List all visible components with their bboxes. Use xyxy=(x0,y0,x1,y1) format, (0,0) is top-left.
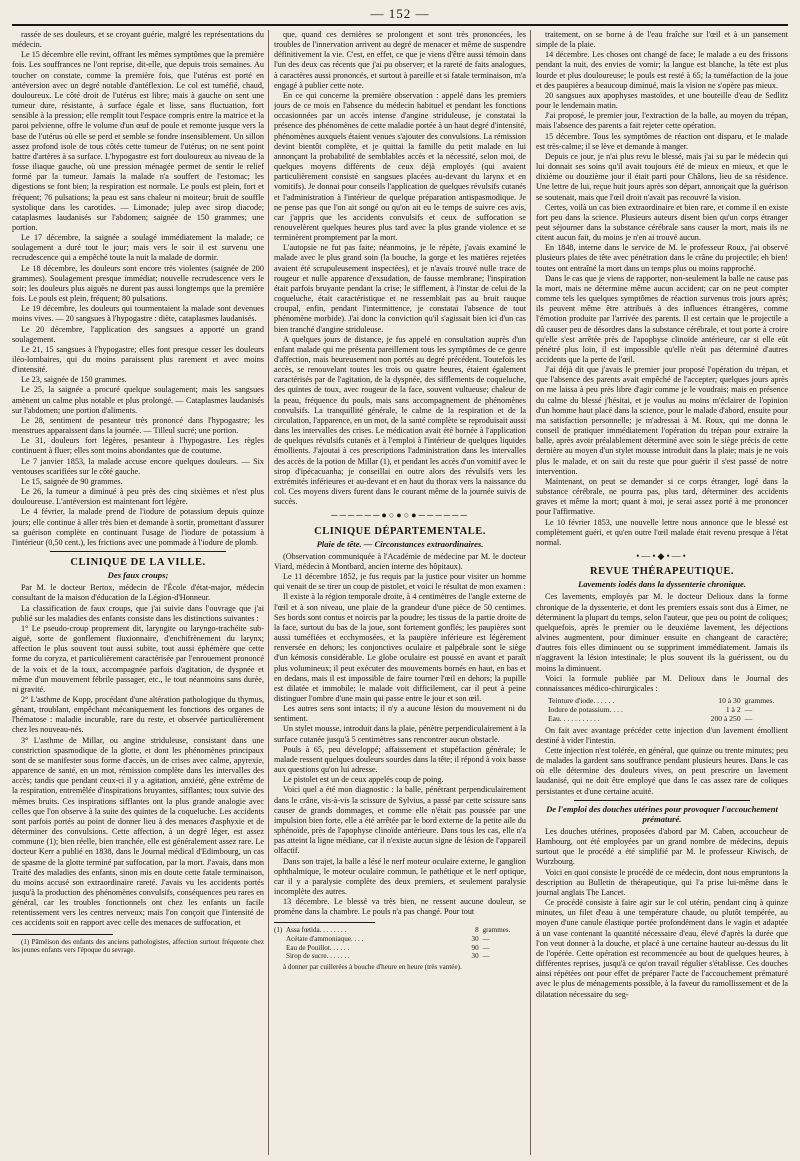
recipe-unit: — xyxy=(744,714,753,724)
recipe-ingredient: Iodure de potassium. . . . xyxy=(548,705,623,715)
recipe-quantity: 10 à 30 xyxy=(718,696,741,705)
paragraph: 1° Le pseudo-croup proprement dit, laryngite ou laryngo-trachéite sub-aiguë, sorte de gonflement fluxionnaire, d'enchifrènement du larynx; affection le plus souvent tout aussi subite, tout aussi éphémère que cette forme du coryza, et particulièrement caractérisée par l'enrouement prononcé de la voix et de la toux, accompagnée parfois d'agitation, de dyspnée et même d'un mouvement fébrile passager, etc., le tout néanmoins sans durée, ni gravité. xyxy=(12,623,264,694)
paragraph: Le 10 février 1853, une nouvelle lettre nous annonce que le blessé est complètement guéri, et qu'en outre l'œil malade était revenu presque à l'état normal. xyxy=(536,517,788,547)
paragraph: 14 décembre. Les choses ont changé de face; le malade a eu des frissons pendant la nuit, des envies de vomir; la langue est blanche, la tête est plus lourde et plus douloureuse; le pouls est resté à 65; la tuméfaction de la joue et des paupières a beaucoup diminué, mais la vision ne s'opère pas mieux. xyxy=(536,50,788,90)
paragraph: Ces lavements, employés par M. le docteur Delioux dans la forme chronique de la dyssenterie, et dont les premiers essais sont dus à Eimer, ne déterminent la plupart du temps, selon l'auteur, que peu ou point de coliques; quelquefois, après le premier ou le deuxième lavement, les déjections alvines augmentent, pour diminuer ensuite en changeant de caractère; d'autres fois elles diminuent ou se suppriment immédiatement. Jamais ils n'aggravent la lésion intestinale; le plus souvent ils la guérissent, ou du moins la diminuent. xyxy=(536,592,788,673)
recipe-row xyxy=(536,696,788,705)
paragraph: Dans le cas que je viens de rapporter, non-seulement la balle ne cause pas la mort, mais ne détermine même aucun accident; car on ne peut compter comme tels les quelques symptômes de réaction survenus trois jours après; ils peuvent même être attribués à des influences étrangères, comme l'émotion produite par l'arrivée des parents. Il est certain que le projectile a dû causer peu de désordres dans la substance cérébrale, et tout porte à croire qu'elle s'est arrêtée près de l'apophyse clinoïde antérieure, car si elle eût pénétré plus loin, il est impossible qu'elle n'eût pas déterminé d'autres accidents que la perte de l'œil. xyxy=(536,273,788,364)
recipe-row xyxy=(274,952,526,961)
paragraph: Voici la formule publiée par M. Delioux dans le Journal des connaissances médico-chirurgicales : xyxy=(536,673,788,693)
potion-recipe-rows xyxy=(274,926,526,960)
footnote-label: (1) xyxy=(274,926,283,935)
column-1-body xyxy=(12,30,264,548)
iodine-formula-table xyxy=(536,696,788,724)
paragraph: Le 15 décembre elle revint, offrant les mêmes symptômes que la première fois. Les souffrances ne l'ont reprise, dit-elle, que depuis trois semaines. Au toucher on constate, comme la première fois, que l'utérus est porté en antéversion avec un degré notable d'antéflexion. Le col est tuméfié, chaud, douloureux. Le côté droit de l'utérus est libre; mais à gauche on sent une tumeur dure, résistante, à surface égale et lisse, sans fluctuation, fort sensible à la pression; elle remplit tout l'espace compris entre la matrice et la paroi pelvienne, offre le volume d'un œuf de poule et remonte jusque vers la base de l'utérus où elle se perd et semble se fondre insensiblement. Un sillon assez profond isole de tous côtés cette tumeur de l'utérus; on ne sent point battre d'artères à sa surface. L'hypogastre est fort douloureux au niveau de la fosse iliaque gauche, où une pression ménagée permet de sentir le relief formé par la tumeur. Jamais la malade n'a souffert de l'estomac; les digestions se font bien; la respiration est normale. Le pouls est plein, fort et fréquent; 76 pulsations; la peau est sans chaleur ni moiteur; bruit de souffle systolique dans les carotides. — Limonade; julep avec sirop diacode; cataplasmes laudanisés sur l'abdomen; saignée de 150 grammes; une portion. xyxy=(12,50,264,232)
paragraph: Depuis ce jour, je n'ai plus revu le blessé, mais j'ai su par le médecin qui lui donnait ses soins qu'il avait toujours été de mieux en mieux, et que le dixième ou douzième jour il était parti pour Châlons, lieu de sa résidence. Une lettre de lui, reçue huit jours après son départ, annonçait que la guérison se soutenait, mais que l'œil droit n'avait pas recouvré la vision. xyxy=(536,151,788,202)
paragraph: 2° L'asthme de Kopp, procédant d'une altération pathologique du thymus, gênant, troublant, empêchant mécaniquement les fonctions des organes de l'hématose : maladie incurable, rare du reste, et observée particulièrement chez les nouveau-nés. xyxy=(12,695,264,735)
byline: Par M. le docteur Bertox, médecin de l'École d'état-major, médecin consultant de la maison d'éducation de la Légion-d'Honneur. xyxy=(12,583,264,603)
paragraph: Le 21, 15 sangsues à l'hypogastre; elles font presque cesser les douleurs iléo-lombaires, qui du moins paraissent plus rarement et avec moins d'intensité. xyxy=(12,344,264,375)
column-3-body-4 xyxy=(536,827,788,1000)
paragraph: rassée de ses douleurs, et se croyant guérie, malgré les représentations du médecin. xyxy=(12,30,264,50)
paragraph: 20 sangsues aux apophyses mastoïdes, et une bouteille d'eau de Sedlitz pour le lendemain matin. xyxy=(536,90,788,111)
paragraph: Cette injection n'est tolérée, en général, que quinze ou trente minutes; peu de malades la gardent sans souffrance pendant plusieurs heures. Dans le cas où elle détermine des douleurs vives, on peut prescrire un lavement laudanisé, qui ne doit être employé que dans le cas assez rare de coliques persistantes et d'une certaine acuité. xyxy=(536,745,788,796)
ornament-divider: •—•◆•—• xyxy=(636,550,688,561)
paragraph: 15 décembre. Tous les symptômes de réaction ont disparu, et le malade est très-calme; il se lève et demande à manger. xyxy=(536,131,788,151)
recipe-ingredient: Acétate d'ammoniaque. . . . xyxy=(286,935,364,944)
paragraph: traitement, on se borne à de l'eau fraîche sur l'œil et à un pansement simple de la plaie. xyxy=(536,30,788,50)
section-subtitle-plaie-tete: Plaie de tête. — Circonstances extraordinaires. xyxy=(316,538,484,549)
section-title-revue-therapeutique: REVUE THÉRAPEUTIQUE. xyxy=(590,566,734,578)
paragraph: Le 26, la tumeur a diminué à peu près des cinq sixièmes et n'est plus douloureuse. L'antéversion est maintenant fort légère. xyxy=(12,487,264,507)
paragraph: Ce procédé consiste à faire agir sur le col utérin, pendant cinq à quinze minutes, un filet d'eau à une température chaude, ou plutôt tempérée, au moyen d'une canule élastique portée profondément dans le vagin et adaptée à un vase contenant la quantité nécessaire d'eau, élevé d'après la durée que l'on veut donner à la douche, et placé à une certaine hauteur au-dessus du lit de l'opérée. Cette opération est recommencée au bout de quelques heures, à différentes reprises, jusqu'à ce qu'on travail régulier s'établisse. Ces douches ainsi répétées ont pour effet de préparer l'acte de l'accouchement prématuré avec le plus de ménagements possible, à la faveur du ramollissement et de la dilatation nécessaire du seg- xyxy=(536,898,788,999)
paragraph: Le 31, douleurs fort légères, pesanteur à l'hypogastre. Les règles continuent à fluer; elles sont moins abondantes que de coutume. xyxy=(12,436,264,456)
paragraph: Pouls à 65, peu développé; affaissement et stupéfaction générale; le malade ressent quelques douleurs sourdes dans la tête; il répond à voix basse aux questions qu'on lui adresse. xyxy=(274,744,526,775)
column-divider xyxy=(268,30,269,1155)
recipe-quantity: 30 xyxy=(471,952,479,961)
recipe-unit: — xyxy=(482,952,490,961)
recipe-unit: grammes. xyxy=(744,696,775,705)
paragraph: Les douches utérines, proposées d'abord par M. Caben, accoucheur de Hambourg, ont été employées par un grand nombre de médecins, depuis surtout que le procédé a été simplifié par M. le professeur Kiwisch, de Wurzbourg. xyxy=(536,827,788,867)
paragraph: Le 4 février, la malade prend de l'iodure de potassium depuis quinze jours; elle continue à aller très bien et demande à sortir, promettant d'assurer sa guérison complète en continuant l'usage de l'iodure de potassium à l'intérieur (0,50 cent.), les frictions avec une pommade à l'iodure de plomb. xyxy=(12,507,264,547)
recipe-quantity: 90 xyxy=(471,943,479,952)
column-2-body xyxy=(274,30,526,507)
paragraph: Le 25, la saignée a procuré quelque soulagement; mais les sangsues amènent un calme plus notable et plus prolongé. — Cataplasmes laudanisés sur l'abdomen; une portion d'aliments. xyxy=(12,385,264,415)
recipe-row xyxy=(536,714,788,723)
footnote-rule xyxy=(274,922,375,923)
page-number: — 152 — xyxy=(370,6,430,21)
recipe-quantity: 8 xyxy=(475,926,479,935)
recipe-ingredient: Eau de Pouillot. . . . . . xyxy=(286,943,350,952)
paragraph: Le 17 décembre, la saignée a soulagé immédiatement la malade; ce soulagement a duré tout le jour; mais vers le soir il est survenu une recrudescence qui a empêché toute la nuit la malade de dormir. xyxy=(12,233,264,263)
paragraph: On fait avec avantage précéder cette injection d'un lavement émollient destiné à vider l'intestin. xyxy=(536,725,788,745)
header-rule xyxy=(12,24,788,26)
paragraph: Le pistolet est un de ceux appelés coup de poing. xyxy=(283,775,444,785)
paragraph: 13 décembre. Le blessé va très bien, ne ressent aucune douleur, se promène dans la chambre. Le pouls n'a pas changé. Pour tout xyxy=(274,897,526,917)
section-subtitle-douches-uterines: De l'emploi des douches utérines pour provoquer l'accouchement prématuré. xyxy=(546,803,778,824)
ornament-divider: ──────●○●○●────── xyxy=(331,510,469,521)
recipe-row xyxy=(274,935,526,944)
recipe-row xyxy=(274,944,526,953)
footnote: (1) Pâméison des enfants des anciens pathologistes, affection surtout fréquente chez les jeunes enfants vers l'époque du sevrage. xyxy=(12,937,264,955)
column-2 xyxy=(274,30,526,1155)
paragraph: Maintenant, on peut se demander si ce corps étranger, logé dans la substance cérébrale, ne pourra pas, plus tard, déterminer des accidents graves et même la mort; quant à moi, je serai assez porté à me prononcer pour l'affirmative. xyxy=(536,476,788,517)
paragraph: Le 28, sentiment de pesanteur très prononcé dans l'hypogastre; les menstrues apparaissent dans la journée. — Tilleul sucré; une portion. xyxy=(12,415,264,436)
column-1-body-2 xyxy=(12,604,264,929)
column-3-body xyxy=(536,30,788,548)
byline: (Observation communiquée à l'Académie de médecine par M. le docteur Viard, médecin à Montbard, ancien interne des hôpitaux). xyxy=(274,551,526,571)
recipe-row xyxy=(274,926,526,935)
section-rule xyxy=(50,551,226,552)
column-1 xyxy=(12,30,264,1155)
recipe-ingredient: (1) Assa fœtida. . . . . . . . xyxy=(274,926,347,935)
paragraph: L'autopsie ne fut pas faite; néanmoins, je le répète, j'avais examiné le malade avec le plus grand soin (la bouche, la gorge et les matières rejetées avaient été scrupuleusement inspectées), et je n'avais trouvé nulle trace de rougeur et nulle apparence d'exsudation, de fausse membrane; l'inspiration était parfois bruyante pendant la crise; le sifflement, à l'instar de celui de la coqueluche, était caractéristique et ne ressemblait pas au bruit rauque croupal, enfin, pendant l'intermittence, je constatai l'absence de tout phénomène morbide). J'ai donc la conviction qu'il s'agissait bien ici d'un cas bien tranché d'angine striduleuse. xyxy=(274,243,526,334)
recipe-unit: grammes. xyxy=(482,926,511,935)
recipe-quantity: 1 à 2 xyxy=(725,705,741,715)
paragraph: Le 18 décembre, les douleurs sont encore très violentes (saignée de 200 grammes). Soulagement presque immédiat; nouvelle recrudescence vers le soir; les douleurs plus aiguës ne durent pas aussi longtemps que la première fois. Le pouls est plein, fréquent; 80 pulsations. xyxy=(12,263,264,304)
paragraph: Dans son trajet, la balle a lésé le nerf moteur oculaire externe, le ganglion ophthalmique, le moteur oculaire commun, le pathétique et le nerf optique, car il y a paralysie complète des deux premiers, et seulement paralysie incomplète des autres. xyxy=(274,856,526,896)
paragraph: Certes, voilà un cas bien extraordinaire et bien rare, et comme il en existe fort peu dans la science. Plusieurs auteurs disent bien qu'un corps étranger peut séjourner dans la substance cérébrale sans causer la mort, mais ils ne citent aucun fait, du moins je n'en ai trouvé aucun. xyxy=(536,202,788,243)
paragraph: 3° L'asthme de Millar, ou angine striduleuse, consistant dans une constriction spasmodique de la glotte, et dont les phénomènes principaux sont de se manifester sous forme d'accès, un de crises avec calme, apyrexie, apparence de santé, en un mot, rémission complète dans les intervalles des accès; tandis que pendant ceux-ci il y a agitation, anxiété, gêne extrême de la respiration, entremêlée d'inspirations bruyantes, sifflantes; toux suivie des mêmes bruits. Ces inspirations sifflantes ont la plus grande analogie avec celles que l'on observe à la suite des quintes de la coqueluche. Les accidents sont parfois portés au point de donner lieu à des menaces d'asphyxie et de déterminer des convulsions. Cette affection, à un degré léger, est assez commune (1); bien réelle, bien tranchée, elle est généralement assez rare. Le docteur Kerr a publié en 1838, dans le Journal médical d'Edimbourg, un cas de spasme de la glotte terminé par suffocation, par la mort. J'avais, dans mon Traité des maladies des enfants, sinon mis en doute cette fatale terminaison, du moins accusé son extraordinaire rareté. J'avais vu les accidents portés jusqu'à la production des phénomènes convulsifs, conséquences peu rares en général, car les troubles fonctionnels ont chez les enfants un facile retentissement vers les centres nerveux; mais l'on conçoit que l'intensité de ces accidents soit en rapport avec celle des menaces de suffocation, et xyxy=(12,735,264,928)
paragraph: Le 15, saignée de 90 grammes. xyxy=(21,476,123,486)
footnote-rule xyxy=(12,934,113,935)
paragraph: Le 7 janvier 1853, la malade accuse encore quelques douleurs. — Six ventouses scarifiées sur le côté gauche. xyxy=(12,456,264,476)
column-3-body-2 xyxy=(536,592,788,694)
section-title-clinique-ville: CLINIQUE DE LA VILLE. xyxy=(70,556,206,568)
paragraph: Il existe à la région temporale droite, à 4 centimètres de l'angle externe de l'œil et à son niveau, une plaie de la grandeur d'une pièce de 50 centimes. Ses bords sont contus et noircis par la poudre; les tissus de la partie droite de la face, surtout du bas de la joue, sont fortement gonflés; les paupières sont aussi tuméfiées et ecchymosées, et la paupière inférieure est légèrement renversée en dehors; les conjonctives oculaire et palpébrale sont le siège d'un kémosis considérable. Le globe oculaire est poussé en avant et paraît plus volumineux; il peut exécuter des mouvements bornés en haut, en bas et en dedans, mais il est impossible de faire tourner l'œil en dehors; la pupille est dilatée et immobile; le malade voit difficilement, car il peut à peine distinguer l'ombre d'une main qui passe entre le jour et son œil. xyxy=(274,592,526,703)
section-title-clinique-departementale: CLINIQUE DÉPARTEMENTALE. xyxy=(314,525,486,537)
recipe-ingredient: Sirop de sucre. . . . . . . xyxy=(286,952,350,961)
paragraph: Le 19 décembre, les douleurs qui tourmentaient la malade sont devenues moins vives. — 20 sangsues à l'hypogastre : diète, cataplasmes laudanisés. xyxy=(12,304,264,324)
potion-recipe-table xyxy=(274,926,526,960)
paragraph: Les autres sens sont intacts; il n'y a aucune lésion du mouvement ni du sentiment. xyxy=(274,704,526,724)
paragraph: Le 23, saignée de 150 grammes. xyxy=(21,375,127,385)
recipe-unit: — xyxy=(744,705,753,715)
recipe-quantity: 200 à 250 xyxy=(710,714,741,724)
recipe-row xyxy=(536,705,788,714)
paragraph: Un stylet mousse, introduit dans la plaie, pénètre perpendiculairement à la surface cutanée jusqu'à 5 centimètres sans rencontrer aucun obstacle. xyxy=(274,724,526,744)
paragraph: A quelques jours de distance, je fus appelé en consultation auprès d'un enfant malade qui me présenta pareillement tous les symptômes de ce genre d'affection, mais heureusement non portés au degré précédent. Toutefois les accès, se renouvelant toutes les trois ou quatre heures, étaient également caractérisés par de l'agitation, de la dyspnée, des sifflements de coqueluche, des quintes de toux, avec rougeur de la face, souvent vultueuse; chaleur de la peau, fréquence du pouls, mais sans accompagnement de phénomènes convulsifs. La tranquillité générale, le calme de la respiration et de la circulation, l'apparence, en un mot, de la santé complète se reproduisait aussi dans les intervalles des crises. Le médication avait été bornée à l'application de quelques révulsifs cutanés et à l'emploi à l'intérieur de quelques liquides émollients. J'ajoutai à ces prescriptions l'administration dans les intervalles des accès de la potion de Millar (1), et pendant les accès d'un vomitif avec le sirop d'ipécacuanha; je conseillai en outre alors des révulsifs vers les extrémités inférieures et au-devant et en haut du thorax vers la naissance du col. Ces moyens divers furent dans le courant même de la journée suivis de succès. xyxy=(274,334,526,507)
column-divider xyxy=(530,30,531,1155)
paragraph: La classification de faux croups, que j'ai suivie dans l'ouvrage que j'ai publié sur les maladies des enfants consiste dans les distinctions suivantes : xyxy=(12,603,264,623)
recipe-unit: — xyxy=(482,935,490,944)
paragraph: que, quand ces dernières se prolongent et sont très prononcées, les troubles de l'innervation arrivent au degré de menacer et même de suspendre définitivement la vie. C'est, en effet, ce que je viens d'être aussi témoin dans l'un des deux cas récents que j'ai pu observer; et la rareté de faits analogues, à caractères aussi prononcés, et surtout à pareille et si fatale terminaison, m'a engagé à publier cette note. xyxy=(274,30,526,90)
paragraph: Le 11 décembre 1852, je fus requis par la justice pour visiter un homme qui venait de se tirer un coup de pistolet, et voici le résultat de mon examen : xyxy=(274,572,526,592)
paragraph: Voici quel a été mon diagnostic : la balle, pénétrant perpendiculairement dans le crâne, vis-à-vis la scissure de Sylvius, a passé par cette scissure sans causer de grands dommages, et comme elle n'était pas poussée par une impulsion bien forte, elle a été arrêtée par le bord externe de la petite aile du sphénoïde, près de l'apophyse clinoïde antérieure. Dans tous les cas, elle n'a pas atteint la ligne médiane, car il n'existe aucun signe de lésion de l'appareil olfactif. xyxy=(274,785,526,856)
recipe-ingredient: Eau. . . . . . . . . . . xyxy=(548,714,600,724)
section-subtitle-faux-croups: Des faux croups; xyxy=(107,570,169,581)
column-3-body-3 xyxy=(536,726,788,797)
column-2-body-2 xyxy=(274,572,526,917)
paragraph: J'ai proposé, le premier jour, l'extraction de la balle, au moyen du trépan, mais l'absence des parents a fait rejeter cette opération. xyxy=(536,111,788,131)
recipe-note: à donner par cuillerées à bouche d'heure en heure (très vantée). xyxy=(283,962,462,971)
recipe-unit: — xyxy=(482,943,490,952)
section-subtitle-lavements-iodes: Lavements iodés dans la dyssenterie chronique. xyxy=(577,579,747,590)
paragraph: Le 20 décembre, l'application des sangsues a apporté un grand soulagement. xyxy=(12,324,264,344)
recipe-quantity: 30 xyxy=(471,935,479,944)
column-3 xyxy=(536,30,788,1155)
paragraph: Voici en quoi consiste le procédé de ce médecin, dont nous empruntons la description au Bulletin de thérapeutique, qui l'a prise lui-même dans le journal anglais The Lancet. xyxy=(536,867,788,897)
paragraph: J'ai déjà dit que j'avais le premier jour proposé l'opération du trépan, et que l'absence des parents avait empêché de l'accepter; quelques jours après on me laissa à peu près libre d'agir comme je le voudrais; mais en présence du calme du blessé j'hésitai, et je voulus au moins m'éclairer de l'opinion d'un homme haut placé dans la science, pour le malade d'abord, ensuite pour ma satisfaction personnelle; je m'adressai à M. Roux, qui me donna le conseil de pratiquer immédiatement l'opération du trépan pour extraire la balle, après avoir préalablement déterminé avec soin le siège précis de cette dernière au moyen d'un stylet mousse introduit dans la plaie; mais je ne vois plus le malade, et on sait du reste que pour guérir il s'est passé de notre intervention. xyxy=(536,365,788,476)
iodine-formula-rows xyxy=(536,696,788,724)
paragraph: En 1848, interne dans le service de M. le professeur Roux, j'ai observé plusieurs plaies de tête avec pénétration dans le crâne du projectile; eh bien! toutes ont entraîné la mort dans un temps plus ou moins rapproché. xyxy=(536,243,788,273)
section-rule xyxy=(574,800,750,801)
paragraph: En ce qui concerne la première observation : appelé dans les premiers jours de ce mois en l'absence du médecin habituel et pendant les fonctions occasionnées par un accès intense d'angine striduleuse, je constatai la présence des phénomènes de cette maladie portée à un haut degré d'intensité, phénomènes auxquels étaient venues s'ajouter des convulsions. La rémission devint bientôt complète, et je quittai la famille du petit malade en lui annonçant la probabilité de semblables accès et la nécessité, selon moi, de quelques moyens différents de ceux déjà employés (qui avaient particulièrement consisté en sangsues placées au-devant du larynx et en vomitifs). Je donnai pour conseils l'application de quelques révulsifs cutanés et l'administration à l'intérieur de quelque préparation antispasmodique. Je ne pense pas que l'on ait songé ou qu'on ait eu le temps de suivre ces avis, car j'appris que les accidents convulsifs et ceux de suffocation se renouvelèrent quelques heures plus tard avec la plus grande violence et se terminèrent promptement par la mort. xyxy=(274,90,526,243)
recipe-ingredient: Teinture d'iode. . . . . . xyxy=(548,696,615,705)
